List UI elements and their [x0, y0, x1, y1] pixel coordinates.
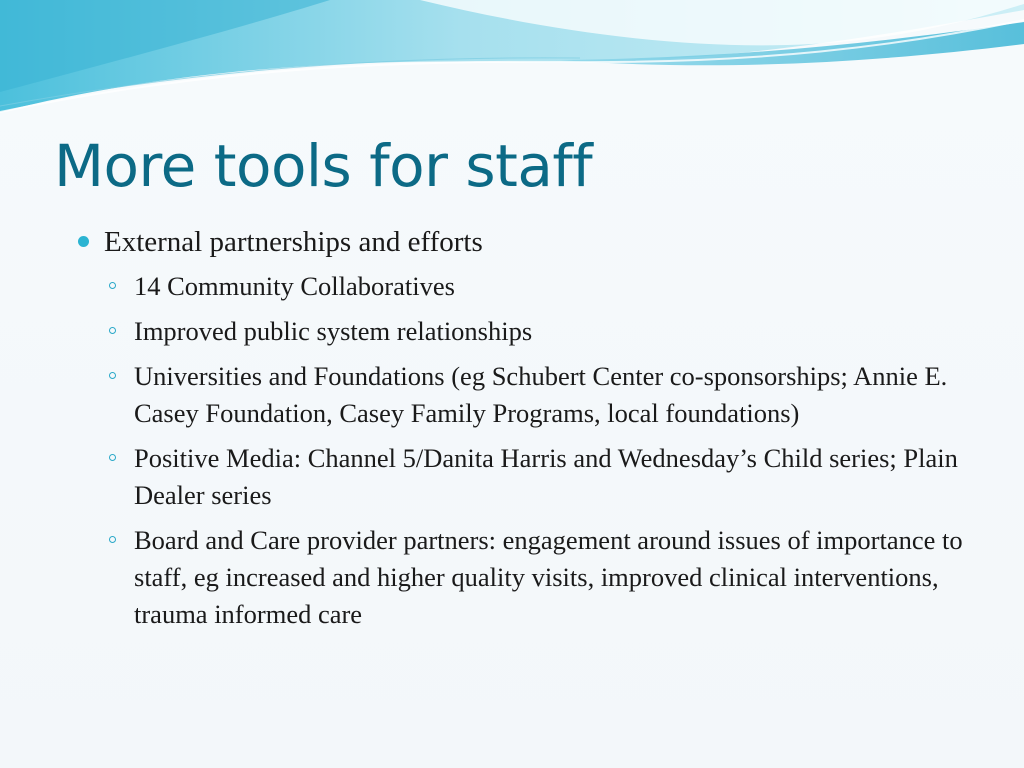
hollow-circle-bullet-icon	[109, 327, 116, 334]
sub-bullet-text: Board and Care provider partners: engagement around issues of importance to staff, eg increased and higher quality visits, improved clinical interventions, trauma informed care	[134, 525, 963, 629]
sub-bullet-item	[78, 313, 978, 350]
sub-bullet-text: 14 Community Collaboratives	[134, 271, 455, 301]
sub-bullet-text: Improved public system relationships	[134, 316, 533, 346]
decorative-wave-header	[0, 0, 1024, 130]
hollow-circle-bullet-icon	[109, 282, 116, 289]
hollow-circle-bullet-icon	[109, 454, 116, 461]
bullet-text: External partnerships and efforts	[104, 226, 483, 258]
sub-bullet-item	[78, 522, 978, 633]
sub-bullet-item	[78, 440, 978, 514]
hollow-circle-bullet-icon	[109, 372, 116, 379]
sub-bullet-item	[78, 358, 978, 432]
sub-bullet-list	[78, 268, 978, 633]
bullet-item	[78, 224, 978, 260]
slide-title: More tools for staff	[54, 132, 593, 200]
sub-bullet-text: Universities and Foundations (eg Schubert Center co-sponsorships; Annie E. Casey Foundation, Casey Family Programs, local foundations)	[134, 361, 948, 428]
filled-circle-bullet-icon	[78, 236, 89, 247]
hollow-circle-bullet-icon	[109, 536, 116, 543]
bullet-list	[78, 224, 978, 641]
sub-bullet-text: Positive Media: Channel 5/Danita Harris and Wednesday’s Child series; Plain Dealer series	[134, 443, 958, 510]
sub-bullet-item	[78, 268, 978, 305]
